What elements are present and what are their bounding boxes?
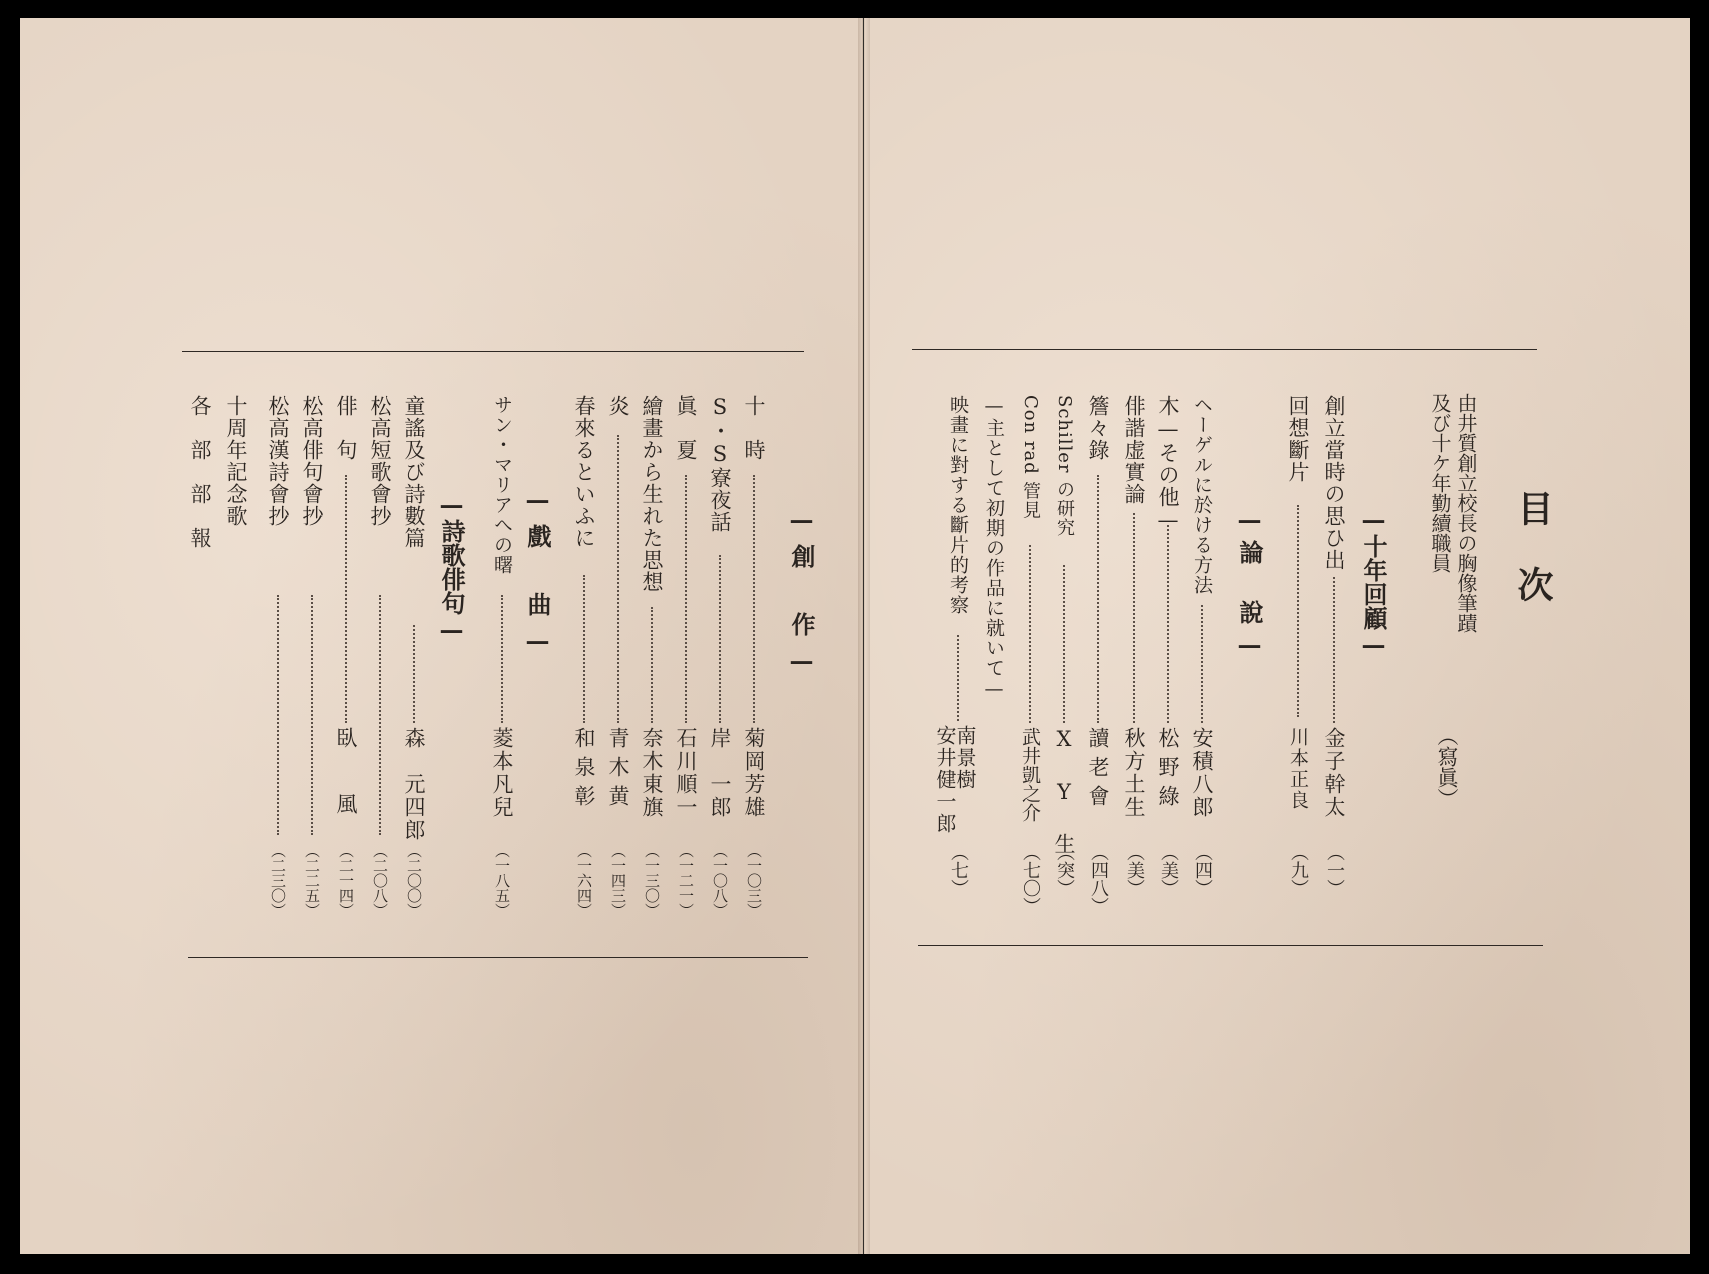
leader-dots xyxy=(345,475,347,723)
toc-entry[interactable] xyxy=(668,395,702,918)
entry-title: ヘーゲルに於ける方法 xyxy=(1191,395,1213,595)
entry-author: 岸 一郎 xyxy=(708,727,732,819)
entry-page: （一） xyxy=(1324,843,1345,897)
entry-title: 松高俳句會抄 xyxy=(300,395,324,527)
leader-dots xyxy=(501,595,503,723)
entry-page: （二〇八） xyxy=(371,843,389,918)
toc-entry[interactable] xyxy=(702,395,736,918)
entry-title: 春來るといふに xyxy=(572,395,596,549)
leader-dots xyxy=(719,555,721,723)
entry-author: 武井凱之介 xyxy=(1019,727,1041,822)
entry-page: （九） xyxy=(1288,843,1309,897)
entry-title: 繪畫から生れた思想 xyxy=(640,395,664,593)
entry-page: （美） xyxy=(1158,843,1179,897)
leader-dots xyxy=(1167,525,1169,723)
section-heading-essays: —論 說— xyxy=(1235,505,1264,665)
toc-entry[interactable] xyxy=(1080,395,1114,915)
section-heading-retrospect: —十年回顧— xyxy=(1359,505,1388,659)
entry-author: 石川順一 xyxy=(674,727,698,819)
entry-author: 讀老會 xyxy=(1086,727,1110,814)
entry-page: （一四三） xyxy=(609,843,627,918)
leader-dots xyxy=(1063,565,1065,723)
leader-dots xyxy=(1201,605,1203,723)
entry-page: （二一四） xyxy=(337,843,355,918)
section-heading-poetry: —詩歌俳句— xyxy=(437,490,466,644)
leader-dots xyxy=(1029,545,1031,723)
leader-dots xyxy=(753,475,755,723)
toc-entry[interactable] xyxy=(1046,395,1080,915)
entry-page: （一二一） xyxy=(677,843,695,918)
toc-entry[interactable] xyxy=(1116,395,1150,915)
entry-page: （美） xyxy=(1124,843,1145,897)
left-top-rule xyxy=(182,351,804,352)
entry-subtitle: —主として初期の作品に就いて— xyxy=(983,395,1005,701)
toc-entry[interactable] xyxy=(182,395,216,915)
book-gutter xyxy=(858,18,870,1254)
entry-page: （突） xyxy=(1054,843,1075,897)
toc-entry[interactable] xyxy=(328,395,362,918)
toc-entry[interactable] xyxy=(933,395,977,915)
toc-entry[interactable] xyxy=(260,395,294,918)
entry-page: （一六四） xyxy=(575,843,593,918)
photo-note: （寫眞） xyxy=(1435,725,1459,809)
entry-title: サン・マリアへの曙 xyxy=(491,395,513,575)
entry-title: Schiller の研究 xyxy=(1054,395,1075,538)
entry-page: （四八） xyxy=(1088,843,1109,915)
entry-author-2: 安井健一郎 xyxy=(933,725,957,835)
section-heading-drama: —戲 曲— xyxy=(523,485,552,665)
leader-dots xyxy=(651,607,653,723)
leader-dots xyxy=(413,625,415,723)
leader-dots xyxy=(617,435,619,723)
entry-page: （四） xyxy=(1192,843,1213,897)
entry-page: （七〇） xyxy=(1020,843,1041,915)
toc-entry[interactable] xyxy=(634,395,668,918)
entry-title: 十 時 xyxy=(742,395,766,461)
frontispiece-line-2: 及び十ケ年勤續職員 xyxy=(1428,393,1452,573)
entry-title: 各 部 部 報 xyxy=(188,395,212,549)
leader-dots xyxy=(277,595,279,835)
entry-author: 青木黄 xyxy=(606,727,630,814)
toc-entry[interactable] xyxy=(1280,395,1314,915)
entry-title: 映畫に對する斷片的考察 xyxy=(947,395,969,615)
entry-title: 俳 句 xyxy=(334,395,358,461)
entry-title: 松高漢詩會抄 xyxy=(266,395,290,527)
toc-entry[interactable] xyxy=(1150,395,1184,915)
toc-entry[interactable] xyxy=(484,395,518,918)
leader-dots xyxy=(957,635,959,721)
entry-author: 奈木東旗 xyxy=(640,727,664,819)
entry-author: 川本正良 xyxy=(1287,727,1309,811)
frontispiece-line-1: 由井質創立校長の胸像筆蹟 xyxy=(1454,393,1478,633)
entry-title: 木—その他— xyxy=(1156,395,1180,533)
entry-author: 臥 風 xyxy=(334,727,358,826)
entry-author: 安積八郎 xyxy=(1190,727,1214,819)
toc-entry[interactable] xyxy=(600,395,634,918)
leader-dots xyxy=(379,595,381,835)
toc-entry[interactable] xyxy=(1184,395,1218,915)
entry-title: S・S寮夜話 xyxy=(708,395,732,533)
entry-author: 菱本凡兒 xyxy=(490,727,514,819)
entry-author: 森 元四郎 xyxy=(402,727,426,842)
entry-title: 炎 xyxy=(606,395,630,417)
entry-author: 和泉彰 xyxy=(572,727,596,814)
toc-entry[interactable] xyxy=(294,395,328,918)
toc-entry[interactable] xyxy=(362,395,396,918)
entry-title: 創立當時の思ひ出 xyxy=(1322,395,1346,571)
entry-page: （一〇八） xyxy=(711,843,729,918)
entry-author: 金子幹太 xyxy=(1322,727,1346,819)
toc-entry-subtitle xyxy=(976,395,1010,915)
entry-title: Con rad 管見 xyxy=(1020,395,1041,520)
leader-dots xyxy=(311,595,313,835)
entry-page: （七） xyxy=(948,843,969,897)
entry-title: 十周年記念歌 xyxy=(224,395,248,527)
entry-page: （一〇三） xyxy=(745,843,763,918)
entry-title: 童謠及び詩數篇 xyxy=(402,395,426,549)
leader-dots xyxy=(1297,505,1299,717)
toc-entry[interactable] xyxy=(218,395,252,915)
entry-author: 松野綠 xyxy=(1156,727,1180,814)
section-heading-creative: —創 作— xyxy=(787,505,816,685)
toc-entry[interactable] xyxy=(566,395,600,918)
right-bottom-rule xyxy=(918,945,1543,946)
page-title: 目次 xyxy=(1512,490,1554,642)
leader-dots xyxy=(583,575,585,723)
entry-page: （二二五） xyxy=(303,843,321,918)
entry-title: 松高短歌會抄 xyxy=(368,395,392,527)
entry-author: 南景樹 xyxy=(953,725,977,791)
entry-author: 秋方土生 xyxy=(1122,727,1146,819)
entry-title: 俳諧虚實論 xyxy=(1122,395,1146,505)
entry-page: （一八五） xyxy=(493,843,511,918)
entry-page: （一三〇） xyxy=(643,843,661,918)
entry-title: 簷々錄 xyxy=(1086,395,1110,461)
left-bottom-rule xyxy=(188,957,808,958)
right-top-rule xyxy=(912,349,1537,350)
entry-author: 菊岡芳雄 xyxy=(742,727,766,819)
leader-dots xyxy=(685,475,687,723)
entry-page: （二三〇） xyxy=(269,843,287,918)
toc-entry[interactable] xyxy=(1012,395,1046,915)
leader-dots xyxy=(1097,475,1099,723)
entry-page: （二〇〇） xyxy=(405,843,423,918)
entry-author: X Y 生 xyxy=(1052,727,1076,858)
leader-dots xyxy=(1333,577,1335,723)
entry-title: 眞 夏 xyxy=(674,395,698,461)
leader-dots xyxy=(1133,513,1135,723)
entry-title: 回想斷片 xyxy=(1286,395,1310,483)
toc-entry[interactable] xyxy=(396,395,430,918)
toc-entry[interactable] xyxy=(736,395,770,918)
toc-entry[interactable] xyxy=(1316,395,1350,915)
